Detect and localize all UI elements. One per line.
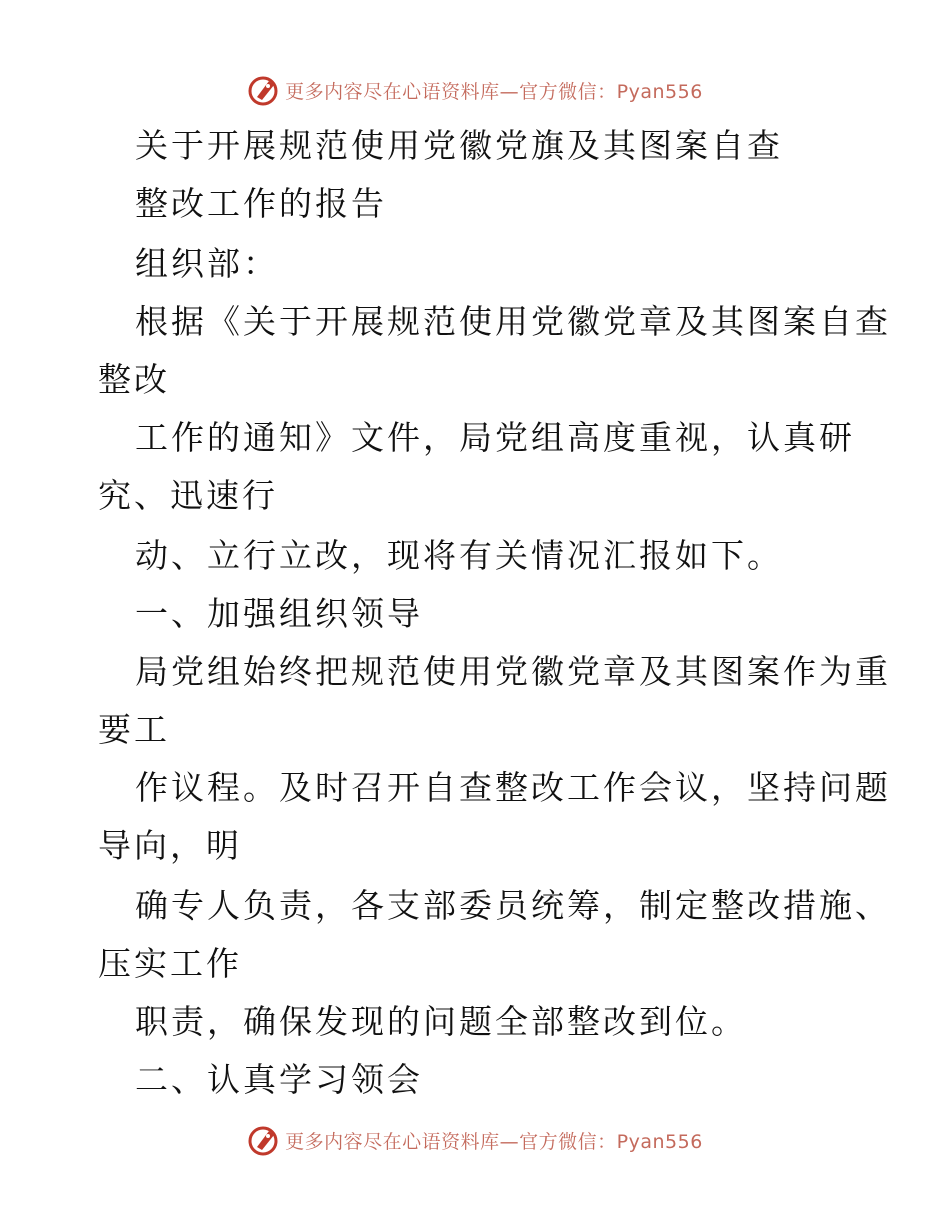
paragraph-line: 导向，明 [98,826,242,865]
paragraph-line: 职责，确保发现的问题全部整改到位。 [135,1002,747,1041]
footer-watermark-banner [0,1120,950,1160]
banner-text: 更多内容尽在心语资料库—官方微信：Pyan556 [285,1130,703,1153]
wechat-handle: Pyan556 [616,1130,703,1153]
paragraph-line: 工作的通知》文件，局党组高度重视，认真研 [135,418,855,457]
section-heading-2: 二、认真学习领会 [135,1060,423,1099]
paragraph-line: 作议程。及时召开自查整改工作会议，坚持问题 [135,768,891,807]
banner-text: 更多内容尽在心语资料库—官方微信：Pyan556 [285,80,703,103]
paragraph-line: 整改 [98,360,170,399]
title-line-1: 关于开展规范使用党徽党旗及其图案自查 [135,126,783,165]
paragraph-line: 动、立行立改，现将有关情况汇报如下。 [135,536,783,575]
paragraph-line: 要工 [98,710,170,749]
section-heading-1: 一、加强组织领导 [135,594,423,633]
paragraph-line: 压实工作 [98,944,242,983]
paragraph-line: 确专人负责，各支部委员统筹，制定整改措施、 [135,886,891,925]
paragraph-line: 局党组始终把规范使用党徽党章及其图案作为重 [135,652,891,691]
header-watermark-banner [0,70,950,110]
title-line-2: 整改工作的报告 [135,184,387,223]
pen-nib-logo-icon [247,73,281,107]
addressee: 组织部： [135,244,279,283]
paragraph-line: 根据《关于开展规范使用党徽党章及其图案自查 [135,302,891,341]
wechat-handle: Pyan556 [616,80,703,103]
pen-nib-logo-icon [247,1123,281,1157]
paragraph-line: 究、迅速行 [98,476,278,515]
